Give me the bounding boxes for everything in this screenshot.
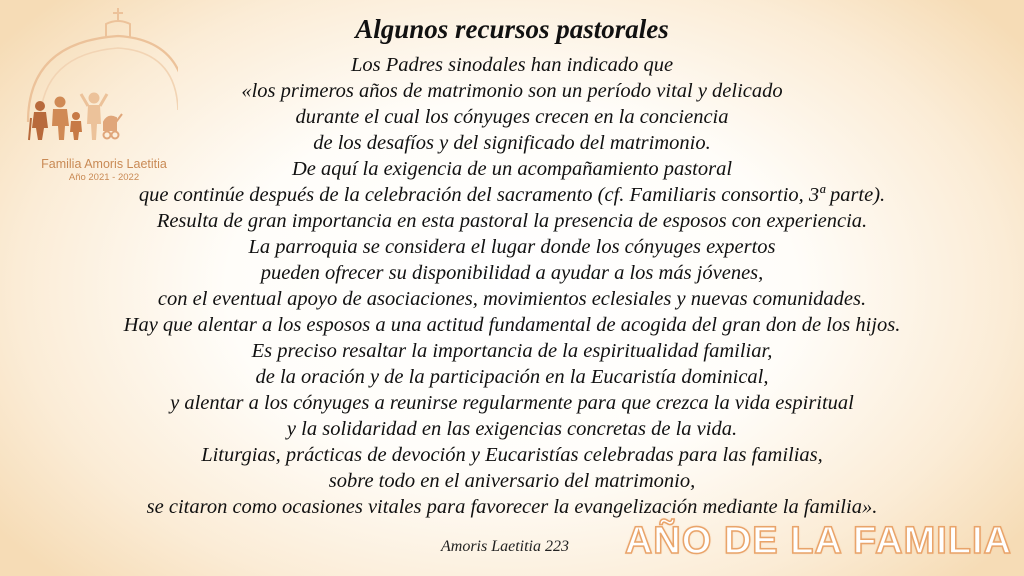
quote-line: y alentar a los cónyuges a reunirse regularmente para que crezca la vida espiritual xyxy=(170,392,854,414)
quote-line: Liturgias, prácticas de devoción y Eucaristías celebradas para las familias, xyxy=(201,444,823,466)
quote-line: de la oración y de la participación en la Eucaristía dominical, xyxy=(255,366,769,388)
year-banner: AÑO DE LA FAMILIA xyxy=(624,520,1012,562)
quote-line: y la solidaridad en las exigencias concretas de la vida. xyxy=(286,418,738,440)
quote-line: pueden ofrecer su disponibilidad a ayudar a los más jóvenes, xyxy=(260,262,764,284)
quote-line: durante el cual los cónyuges crecen en la conciencia xyxy=(295,106,729,128)
quote-line: Los Padres sinodales han indicado que xyxy=(350,54,674,76)
logo-title: Familia Amoris Laetitia xyxy=(41,157,167,171)
quote-line: de los desafíos y del significado del matrimonio. xyxy=(313,132,711,154)
quote-line: La parroquia se considera el lugar donde los cónyuges expertos xyxy=(248,236,776,258)
quote-line: «los primeros años de matrimonio son un período vital y delicado xyxy=(241,80,783,102)
quote-line: Resulta de gran importancia en esta pastoral la presencia de esposos con experiencia. xyxy=(156,210,868,232)
page-title: Algunos recursos pastorales xyxy=(355,14,669,44)
quote-line: con el eventual apoyo de asociaciones, movimientos eclesiales y nuevas comunidades. xyxy=(157,288,867,310)
logo-year: Año 2021 - 2022 xyxy=(68,172,140,183)
quote-line: que continúe después de la celebración del sacramento (cf. Familiaris consortio, 3ª parte). xyxy=(138,184,886,206)
quote-body xyxy=(0,52,1024,520)
quote-line: sobre todo en el aniversario del matrimonio, xyxy=(328,470,696,492)
citation: Amoris Laetitia 223 xyxy=(440,538,569,555)
quote-line: De aquí la exigencia de un acompañamiento pastoral xyxy=(291,158,733,180)
quote-line: Es preciso resaltar la importancia de la espiritualidad familiar, xyxy=(251,340,773,362)
quote-line: Hay que alentar a los esposos a una actitud fundamental de acogida del gran don de los hijos. xyxy=(123,314,901,336)
quote-line: se citaron como ocasiones vitales para favorecer la evangelización mediante la familia». xyxy=(146,496,878,518)
